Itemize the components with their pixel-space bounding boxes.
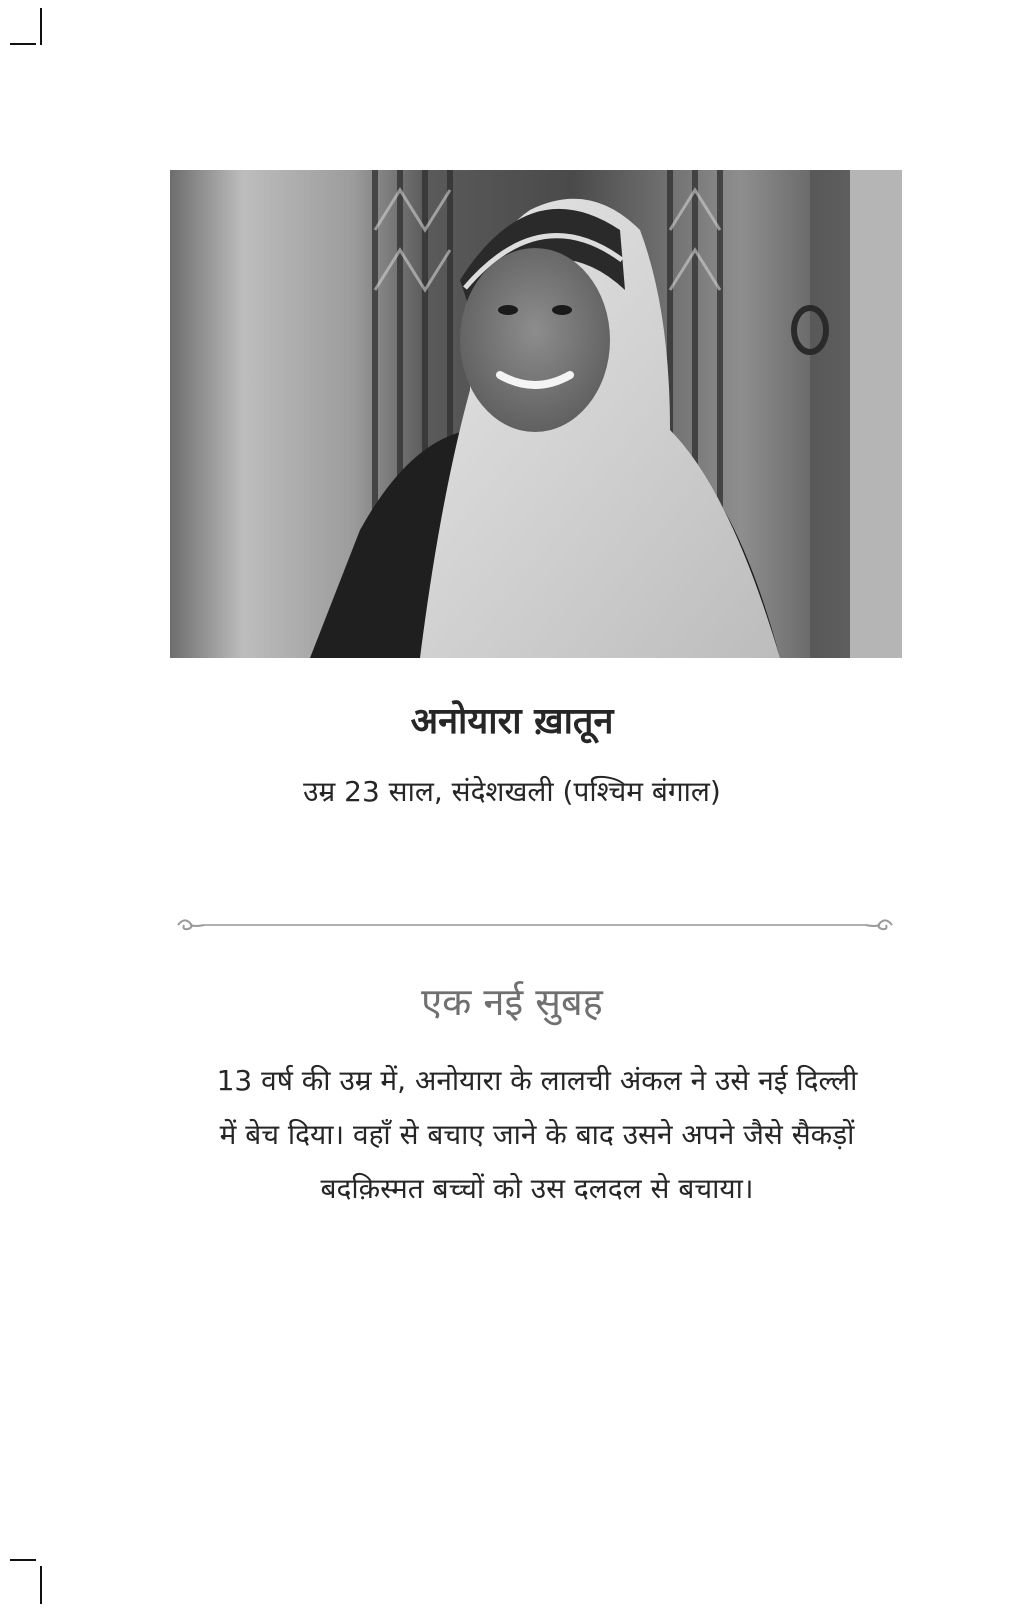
crop-mark-top-left-horizontal [10, 43, 36, 45]
crop-mark-bottom-left-vertical [40, 1566, 42, 1604]
person-name: अनोयारा ख़ातून [410, 701, 614, 742]
swirl-divider-icon [176, 913, 894, 937]
ornamental-divider [176, 913, 894, 937]
crop-mark-top-left-vertical [40, 8, 42, 45]
portrait-photo-illustration [170, 170, 902, 658]
story-line: बदक़िस्मत बच्चों को उस दलदल से बचाया। [320, 1172, 754, 1205]
story-paragraph [170, 1054, 904, 1216]
section-heading: एक नई सुबह [421, 980, 603, 1024]
portrait-photo [170, 170, 902, 658]
crop-mark-bottom-left-horizontal [10, 1559, 36, 1561]
story-line: में बेच दिया। वहाँ से बचाए जाने के बाद उसने अपने जैसे सैकड़ों [219, 1118, 855, 1151]
story-line: 13 वर्ष की उम्र में, अनोयारा के लालची अंकल ने उसे नई दिल्ली [216, 1064, 858, 1097]
person-age-location: उम्र 23 साल, संदेशखली (पश्चिम बंगाल) [303, 775, 721, 808]
